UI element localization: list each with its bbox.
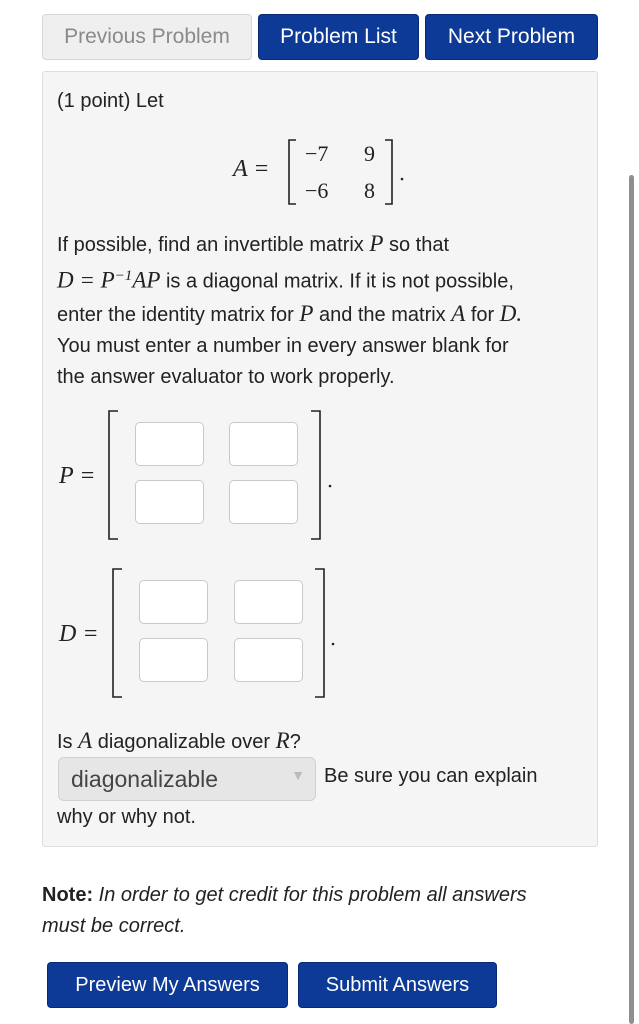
matrix-a-cell: −6 (305, 178, 329, 203)
select-value: diagonalizable (71, 765, 219, 792)
d-entry-12-input[interactable] (234, 580, 303, 624)
matrix-a-cell: −7 (305, 141, 329, 166)
scrollbar[interactable] (629, 175, 634, 1024)
explain-text-continued: why or why not. (57, 806, 196, 828)
chevron-down-icon: ▼ (291, 767, 305, 783)
problem-instructions: If possible, find an invertible matrix P so that $D = P^{-1}AP$ is a diagonal matrix. If it is not possible, enter the identity matrix for P and the matrix A for D. You must enter a number in every answer blank for the answer evaluator to work properly. (57, 231, 523, 388)
p-entry-12-input[interactable] (229, 422, 298, 466)
diagonalizable-question: Is A diagonalizable over R? (57, 728, 301, 753)
submit-answers-button[interactable]: Submit Answers (298, 962, 497, 1008)
problem-intro: (1 point) Let (57, 90, 164, 112)
diagonalizable-select[interactable] (58, 757, 316, 801)
matrix-a-label: A = (233, 156, 270, 182)
problem-list-button[interactable]: Problem List (258, 14, 419, 60)
matrix-a-cell: 8 (364, 178, 375, 203)
matrix-d-label: D = (59, 621, 99, 647)
d-entry-11-input[interactable] (139, 580, 208, 624)
p-entry-11-input[interactable] (135, 422, 204, 466)
p-entry-21-input[interactable] (135, 480, 204, 524)
next-problem-button[interactable]: Next Problem (425, 14, 598, 60)
credit-note: Note: In order to get credit for this problem all answers must be correct. (42, 884, 527, 937)
explain-text: Be sure you can explain (324, 765, 538, 787)
preview-answers-button[interactable]: Preview My Answers (47, 962, 288, 1008)
d-entry-22-input[interactable] (234, 638, 303, 682)
matrix-p-label: P = (59, 463, 96, 489)
p-entry-22-input[interactable] (229, 480, 298, 524)
matrix-a-brackets (285, 137, 405, 207)
d-entry-21-input[interactable] (139, 638, 208, 682)
matrix-a-cell: 9 (364, 141, 375, 166)
previous-problem-button[interactable]: Previous Problem (42, 14, 252, 60)
